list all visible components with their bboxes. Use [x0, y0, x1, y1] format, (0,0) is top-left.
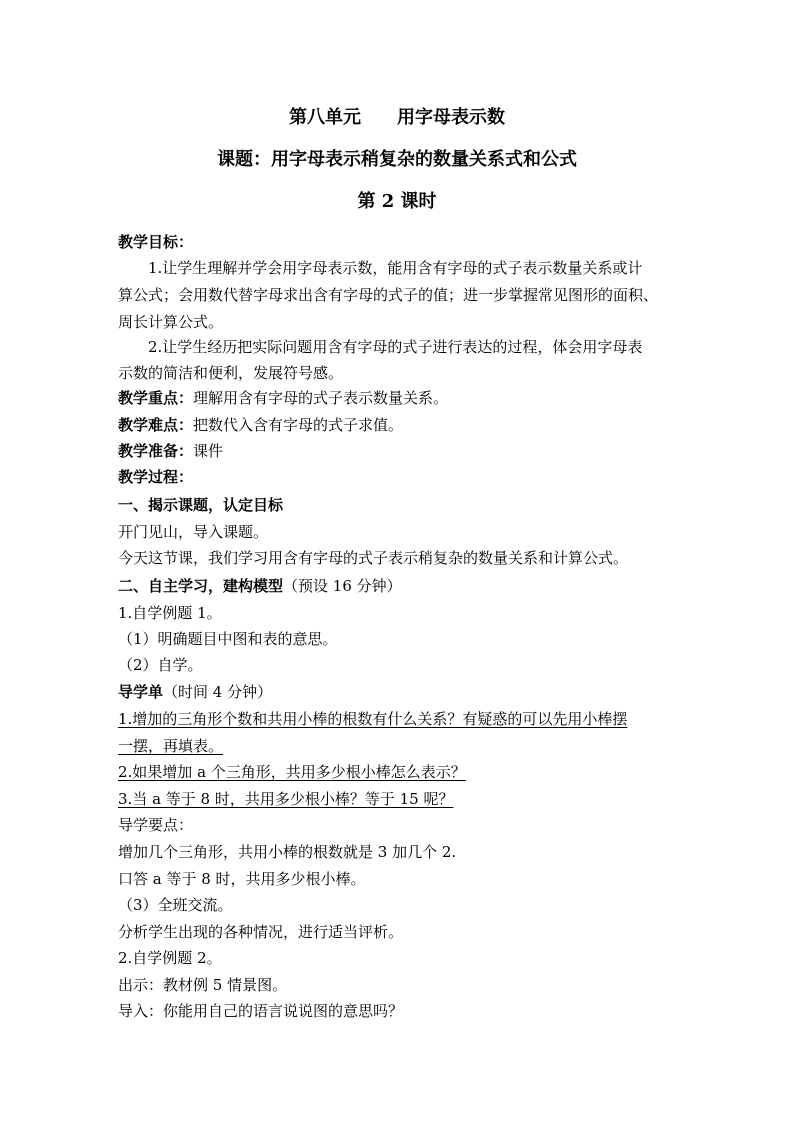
guide-sheet-note: （时间 4 分钟）: [163, 683, 273, 701]
key-point: [118, 387, 448, 409]
objective-2-line-1: 2.让学生经历把实际问题用含有字母的式子进行表达的过程，体会用字母表: [148, 338, 643, 356]
guide-question-2: 2.如果增加 a 个三角形，共用多少根小棒怎么表示？: [118, 763, 466, 781]
example-2-lead: 导入：你能用自己的语言说说图的意思吗？: [118, 1002, 404, 1020]
preparation-label: 教学准备：: [118, 442, 194, 460]
guide-question-3: 3.当 a 等于 8 时，共用多少根小棒？等于 15 呢？: [118, 790, 454, 808]
objective-1-line-1: 1.让学生理解并学会用字母表示数，能用含有字母的式子表示数量关系或计: [148, 259, 643, 277]
lesson-title: 课题：用字母表示稍复杂的数量关系式和公式: [217, 149, 577, 170]
difficulty-label: 教学难点：: [118, 416, 194, 434]
unit-title: 第八单元 用字母表示数: [289, 107, 505, 128]
guide-question-1-line-1: 1.增加的三角形个数和共用小棒的根数有什么关系？有疑惑的可以先用小棒摆: [118, 710, 628, 728]
section-1-heading: 一、揭示课题，认定目标: [118, 496, 284, 514]
section-2-heading-text: 二、自主学习，建构模型: [118, 577, 284, 595]
section-2-heading-note: （预设 16 分钟）: [283, 577, 402, 595]
key-point-text: 理解用含有字母的式子表示数量关系。: [193, 389, 449, 407]
example-2-show: 出示：教材例 5 情景图。: [118, 976, 288, 994]
objective-1-line-2: 算公式；会用数代替字母求出含有字母的式子的值；进一步掌握常见图形的面积、: [118, 286, 659, 304]
preparation: [118, 440, 223, 462]
difficulty-text: 把数代入含有字母的式子求值。: [193, 416, 404, 434]
preparation-text: 课件: [193, 442, 224, 460]
process-heading: 教学过程：: [118, 468, 194, 486]
analysis-line: 分析学生出现的各种情况，进行适当评析。: [118, 923, 404, 941]
objective-2-line-2: 示数的简洁和便利，发展符号感。: [118, 364, 344, 382]
example-1-heading: 1.自学例题 1。: [118, 604, 222, 622]
guide-point-1: 增加几个三角形，共用小棒的根数就是 3 加几个 2.: [118, 843, 457, 861]
example-1-step-1: （1）明确题目中图和表的意思。: [118, 630, 338, 648]
guide-points-heading: 导学要点：: [118, 816, 194, 834]
guide-point-2: 口答 a 等于 8 时，共用多少根小棒。: [118, 870, 366, 888]
example-1-step-2: （2）自学。: [118, 656, 203, 674]
section-1-line-2: 今天这节课，我们学习用含有字母的式子表示稍复杂的数量关系和计算公式。: [118, 549, 629, 567]
difficulty: [118, 414, 403, 436]
example-2-heading: 2.自学例题 2。: [118, 949, 222, 967]
key-point-label: 教学重点：: [118, 389, 194, 407]
objective-1-line-3: 周长计算公式。: [118, 313, 224, 331]
lesson-period: 第 2 课时: [357, 191, 437, 212]
guide-sheet-heading: [118, 681, 272, 703]
section-2-heading: [118, 575, 402, 597]
guide-sheet-label: 导学单: [118, 683, 164, 701]
example-1-step-3: （3）全班交流。: [118, 896, 233, 914]
guide-question-1-line-2: 一摆，再填表。: [118, 737, 224, 755]
section-1-line-1: 开门见山，导入课题。: [118, 523, 269, 541]
objectives-heading: 教学目标：: [118, 233, 194, 251]
